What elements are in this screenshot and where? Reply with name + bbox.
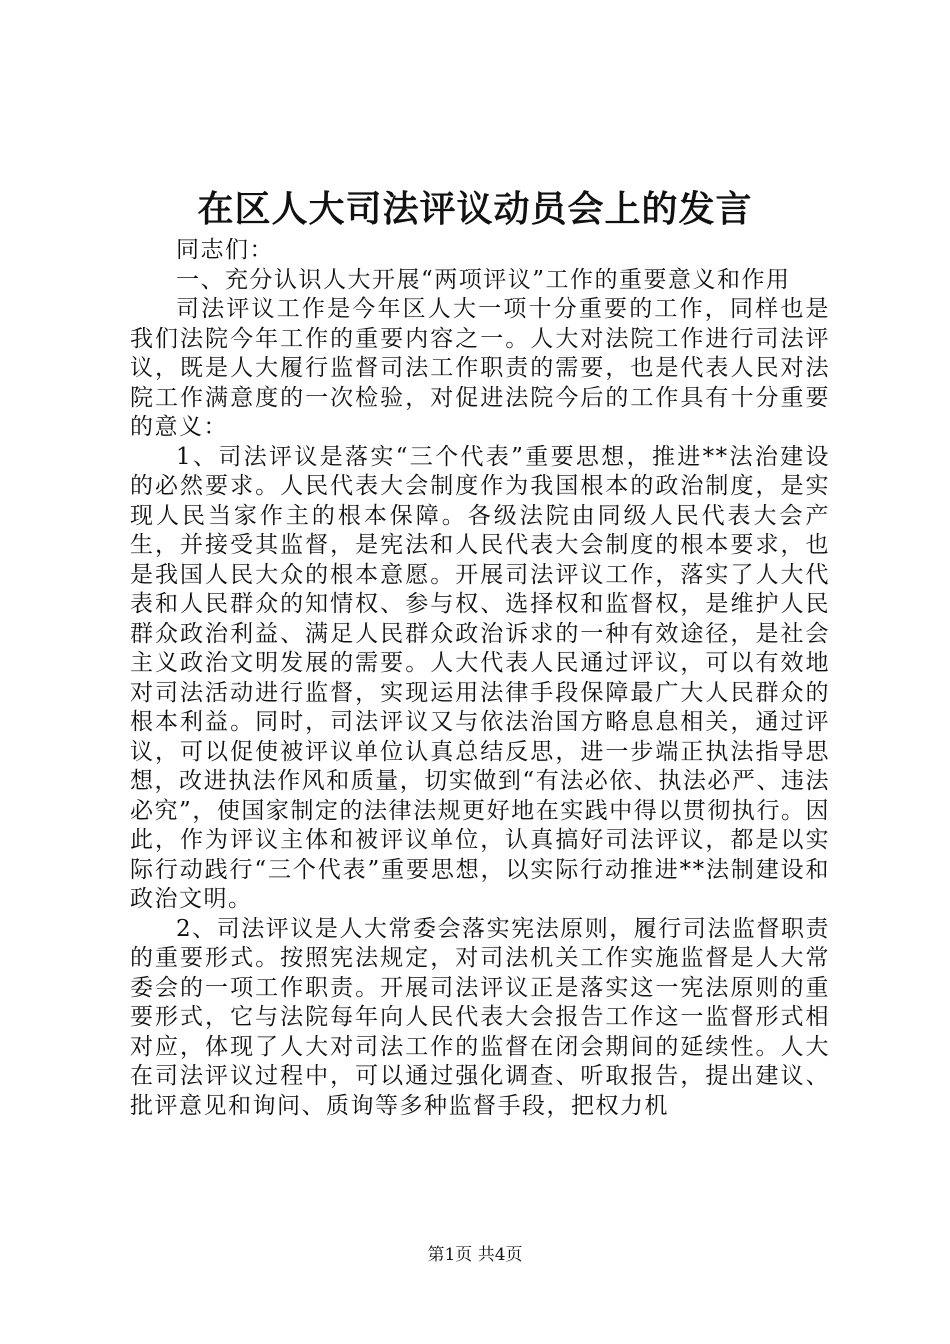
- body-paragraph: 司法评议工作是今年区人大一项十分重要的工作，同样也是我们法院今年工作的重要内容之一。人大对法院工作进行司法评议，既是人大履行监督司法工作职责的需要，也是代表人民对法院工作满意度的一次检验，对促进法院今后的工作具有十分重要的意义：: [130, 296, 830, 440]
- salutation: 同志们：: [176, 237, 274, 263]
- document-title: 在区人大司法评议动员会上的发言: [197, 188, 753, 230]
- body-paragraph: 2、司法评议是人大常委会落实宪法原则，履行司法监督职责的重要形式。按照宪法规定，对司法机关工作实施监督是人大常委会的一项工作职责。开展司法评议正是落实这一宪法原则的重要形式，它与法院每年向人民代表大会报告工作这一监督形式相对应，体现了人大对司法工作的监督在闭会期间的延续性。人大在司法评议过程中，可以通过强化调查、听取报告，提出建议、批评意见和询问、质询等多种监督手段，把权力机: [130, 915, 830, 1119]
- document-body: [130, 236, 830, 1121]
- page-number: 第1页 共4页: [427, 1245, 523, 1265]
- body-paragraph: 1、司法评议是落实“三个代表”重要思想，推进**法治建设的必然要求。人民代表大会制度作为我国根本的政治制度，是实现人民当家作主的根本保障。各级法院由同级人民代表大会产生，并接受其监督，是宪法和人民代表大会制度的根本要求，也是我国人民大众的根本意愿。开展司法评议工作，落实了人大代表和人民群众的知情权、参与权、选择权和监督权，是维护人民群众政治利益、满足人民群众政治诉求的一种有效途径，是社会主义政治文明发展的需要。人大代表人民通过评议，可以有效地对司法活动进行监督，实现运用法律手段保障最广大人民群众的根本利益。同时，司法评议又与依法治国方略息息相关，通过评议，可以促使被评议单位认真总结反思，进一步端正执法指导思想，改进执法作风和质量，切实做到“有法必依、执法必严、违法必究”，使国家制定的法律法规更好地在实践中得以贯彻执行。因此，作为评议主体和被评议单位，认真搞好司法评议，都是以实际行动践行“三个代表”重要思想，以实际行动推进**法制建设和政治文明。: [130, 443, 830, 912]
- section-heading: 一、充分认识人大开展“两项评议”工作的重要意义和作用: [176, 266, 791, 293]
